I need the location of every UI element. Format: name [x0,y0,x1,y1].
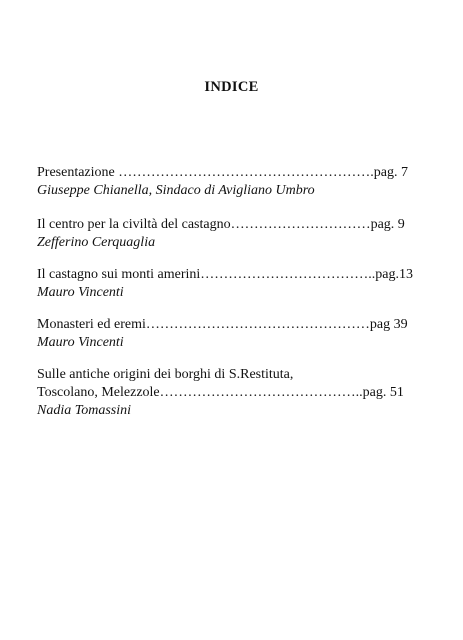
toc-entry-line: Il centro per la civiltà del castagno…………………………pag. 9 [37,217,405,232]
page-title: INDICE [204,79,259,95]
toc-entry-line: Il castagno sui monti amerini………………………………..pag.13 [37,267,414,282]
toc-entry-line-1: Sulle antiche origini dei borghi di S.Restituta, [37,367,294,382]
toc-entry-author: Mauro Vincenti [37,285,124,300]
toc-entry-antiche-origini [37,366,427,420]
toc-entry-presentazione [37,164,427,200]
toc-entry-author: Giuseppe Chianella, Sindaco di Avigliano Umbro [37,183,315,198]
toc-entry-line: Monasteri ed eremi…………………………………………pag 39 [37,317,408,332]
toc-entry-monasteri [37,316,427,352]
toc-entry-author: Zefferino Cerquaglia [37,235,156,250]
toc-entry-author: Mauro Vincenti [37,335,124,350]
toc-entry-line-2: Toscolano, Melezzole……………………………………..pag. 51 [37,385,404,400]
toc-entry-author: Nadia Tomassini [37,403,132,418]
toc-entry-castagno-monti [37,266,427,302]
toc-entry-line: Presentazione ……………………………………………….pag. 7 [37,165,408,180]
toc-entry-centro-castagno [37,216,427,252]
